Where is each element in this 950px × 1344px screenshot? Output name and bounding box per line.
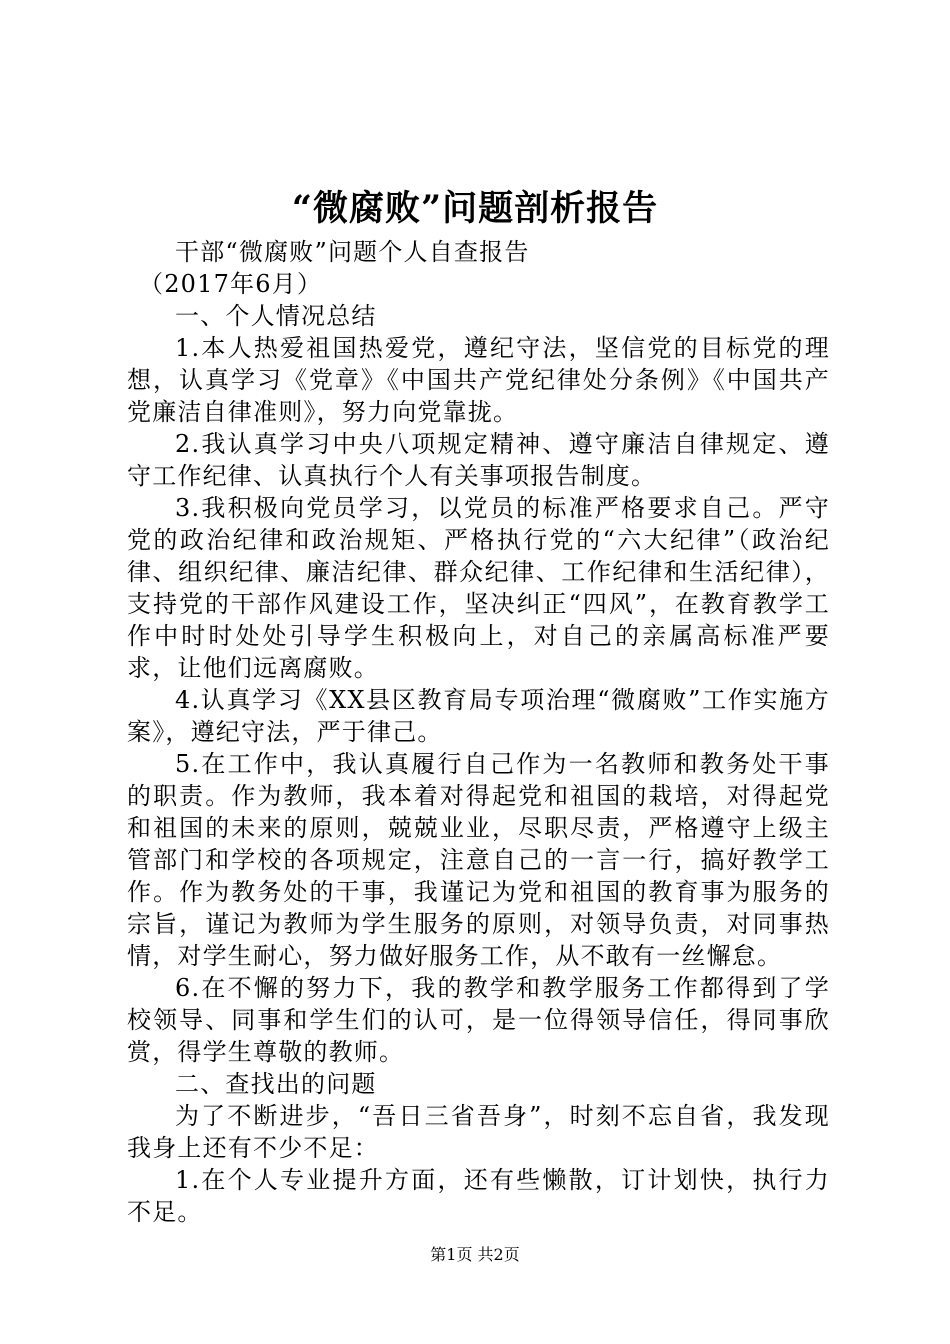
body-paragraph: 2.我认真学习中央八项规定精神、遵守廉洁自律规定、遵守工作纪律、认真执行个人有关事项报告制度。 xyxy=(127,430,830,490)
body-paragraph: 6.在不懈的努力下，我的教学和教学服务工作都得到了学校领导、同事和学生们的认可，是一位得领导信任，得同事欣赏，得学生尊敬的教师。 xyxy=(127,974,830,1066)
document-title: “微腐败”问题剖析报告 xyxy=(291,188,659,229)
page-footer: 第1页 共2页 xyxy=(430,1245,520,1264)
section-heading-2: 二、查找出的问题 xyxy=(175,1070,377,1098)
body-paragraph: 1.本人热爱祖国热爱党，遵纪守法，坚信党的目标党的理想，认真学习《党章》《中国共产党纪律处分条例》《中国共产党廉洁自律准则》，努力向党靠拢。 xyxy=(127,334,830,426)
section-heading-1: 一、个人情况总结 xyxy=(175,302,377,330)
document-body xyxy=(127,236,830,1228)
body-paragraph: 5.在工作中，我认真履行自己作为一名教师和教务处干事的职责。作为教师，我本着对得起党和祖国的栽培，对得起党和祖国的未来的原则，兢兢业业，尽职尽责，严格遵守上级主管部门和学校的各项规定，注意自己的一言一行，搞好教学工作。作为教务处的干事，我谨记为党和祖国的教育事为服务的宗旨，谨记为教师为学生服务的原则，对领导负责，对同事热情，对学生耐心，努力做好服务工作，从不敢有一丝懈怠。 xyxy=(127,750,830,970)
body-paragraph: 1.在个人专业提升方面，还有些懒散，订计划快，执行力不足。 xyxy=(127,1166,830,1226)
body-paragraph: 为了不断进步，“吾日三省吾身”，时刻不忘自省，我发现我身上还有不少不足： xyxy=(127,1102,830,1162)
subtitle-paragraph: 干部“微腐败”问题个人自查报告 xyxy=(175,238,530,266)
body-paragraph: 3.我积极向党员学习，以党员的标准严格要求自己。严守党的政治纪律和政治规矩、严格执行党的“六大纪律”（政治纪律、组织纪律、廉洁纪律、群众纪律、工作纪律和生活纪律），支持党的干部作风建设工作，坚决纠正“四风”，在教育教学工作中时时处处引导学生积极向上，对自己的亲属高标准严要求，让他们远离腐败。 xyxy=(127,494,830,682)
date-paragraph: （2017年6月） xyxy=(139,270,323,298)
body-paragraph: 4.认真学习《XX县区教育局专项治理“微腐败”工作实施方案》，遵纪守法，严于律己。 xyxy=(127,686,830,746)
